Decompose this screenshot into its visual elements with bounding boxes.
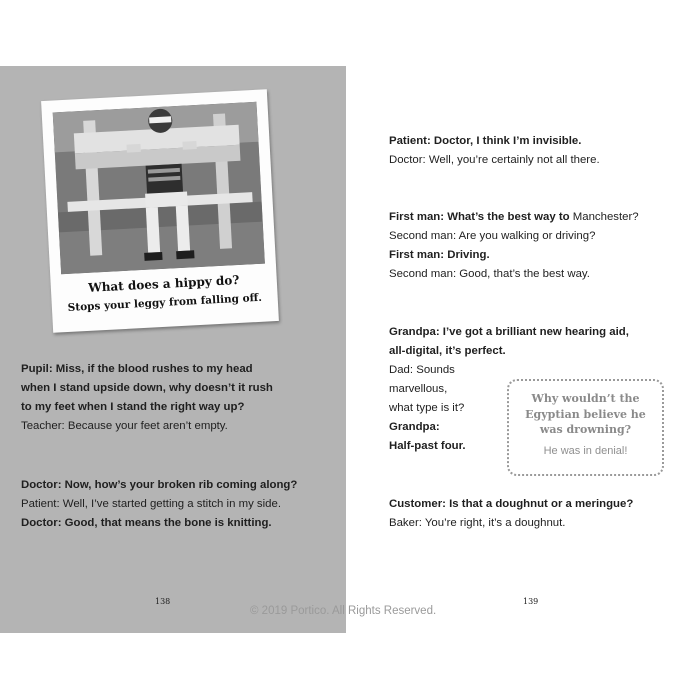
joke-line: Second man: Are you walking or driving? [389,230,596,242]
page-number-right: 139 [523,597,539,606]
joke-box-question-line: Why wouldn’t the [531,392,640,405]
joke-box-question [509,391,662,438]
right-joke-manchester [389,208,639,284]
photo-caption-answer: Stops your leggy from falling off. [67,291,263,314]
joke-line: Pupil: Miss, if the blood rushes to my head [21,363,253,375]
page-number-left: 138 [155,597,171,606]
copyright-watermark: © 2019 Portico. All Rights Reserved. [250,605,437,617]
joke-line: Second man: Good, that’s the best way. [389,268,590,280]
joke-line: Baker: You’re right, it’s a doughnut. [389,517,566,529]
stocks-photo-illustration [53,102,265,274]
egyptian-joke-box [507,379,664,476]
joke-line-bold: First man: What’s the best way to [389,211,570,223]
joke-line: Half-past four. [389,440,466,452]
joke-line: Patient: Doctor, I think I’m invisible. [389,135,582,147]
joke-box-question-line: was drowning? [539,423,632,436]
photo-card [41,89,279,333]
joke-line: Doctor: Well, you’re certainly not all there. [389,154,600,166]
joke-line-rest: Manchester? [569,211,639,223]
joke-line: when I stand upside down, why doesn’t it rush [21,382,273,394]
joke-line: all-digital, it’s perfect. [389,345,506,357]
joke-line: what type is it? [389,402,465,414]
joke-box-answer: He was in denial! [543,444,628,457]
joke-line: to my feet when I stand the right way up? [21,401,245,413]
joke-box-question-line: Egyptian believe he [525,407,646,421]
joke-line: First man: Driving. [389,249,490,261]
joke-line: Teacher: Because your feet aren’t empty. [21,420,228,432]
left-joke-pupil [21,360,273,436]
joke-line: Grandpa: I’ve got a brilliant new hearing aid, [389,326,629,338]
joke-line: Grandpa: [389,421,440,433]
photo-caption-question: What does a hippy do? [87,272,240,295]
right-joke-invisible [389,132,600,170]
joke-line: marvellous, [389,383,448,395]
joke-line: Doctor: Good, that means the bone is knitting. [21,517,272,529]
joke-line: Customer: Is that a doughnut or a meringue? [389,498,634,510]
hippy-photo [53,102,265,274]
joke-line: Doctor: Now, how’s your broken rib coming along? [21,479,298,491]
joke-line: Dad: Sounds [389,364,455,376]
left-joke-doctor [21,476,297,533]
joke-line: Patient: Well, I’ve started getting a stitch in my side. [21,498,281,510]
joke-line [389,208,639,227]
right-joke-doughnut [389,495,633,533]
